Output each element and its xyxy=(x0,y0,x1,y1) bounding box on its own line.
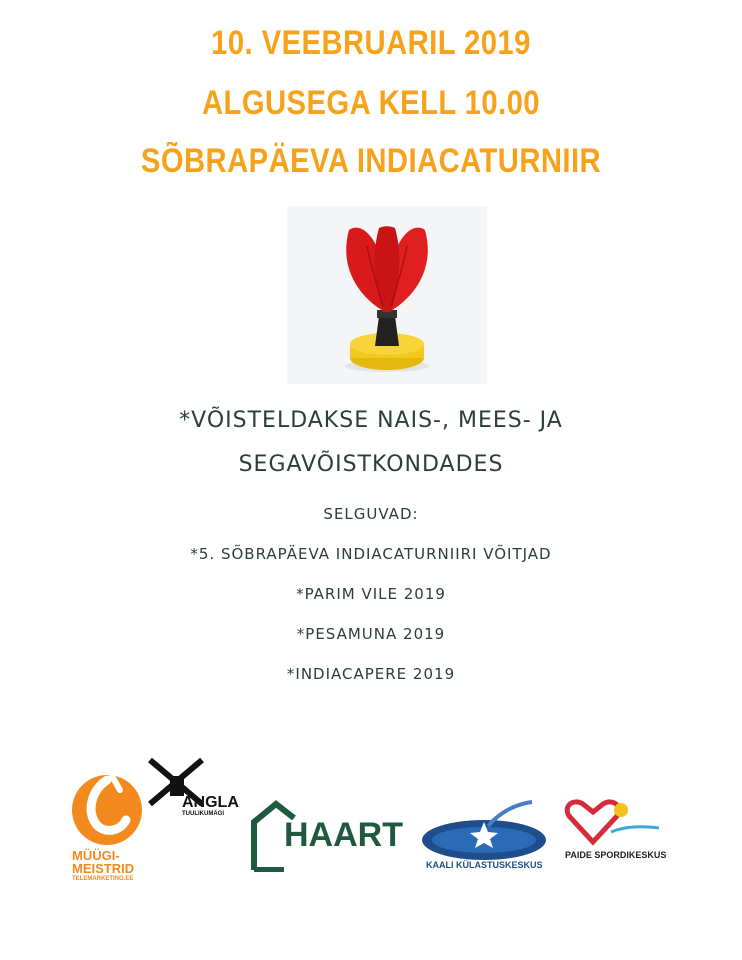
muugimeistrid-logo xyxy=(62,770,152,885)
selguvad-heading: SELGUVAD: xyxy=(323,505,419,523)
event-title: SÕBRAPÄEVA INDIACATURNIIR xyxy=(140,142,602,180)
haart-name: HAART xyxy=(284,816,403,854)
competition-line-2: SEGAVÕISTKONDADES xyxy=(238,452,504,477)
haart-logo xyxy=(250,800,420,872)
competition-line-1: *VÕISTELDAKSE NAIS-, MEES- JA xyxy=(179,408,563,433)
angla-sub: TUULIKUMÄGI xyxy=(182,811,224,817)
paide-spordikeskus-logo xyxy=(563,798,673,866)
kaali-name: KAALI KÜLASTUSKESKUS xyxy=(426,860,543,870)
award-item: *PESAMUNA 2019 xyxy=(296,625,446,643)
award-item: *PARIM VILE 2019 xyxy=(296,585,446,603)
indiaca-shuttlecock-image xyxy=(287,206,487,384)
event-date: 10. VEEBRUARIL 2019 xyxy=(211,24,531,62)
award-item: *5. SÕBRAPÄEVA INDIACATURNIIRI VÕITJAD xyxy=(190,545,552,563)
kaali-logo xyxy=(420,800,550,872)
paide-name: PAIDE SPORDIKESKUS xyxy=(565,850,667,860)
angla-logo xyxy=(146,752,246,822)
muugi-line3: TELEMARKETING.EE xyxy=(72,876,134,882)
angla-name: ANGLA xyxy=(182,794,239,811)
muugi-line2: MEISTRID xyxy=(72,861,135,876)
muugi-line1: MÜÜGI- xyxy=(72,848,120,863)
event-start-time: ALGUSEGA KELL 10.00 xyxy=(201,84,541,122)
award-item: *INDIACAPERE 2019 xyxy=(286,665,456,683)
